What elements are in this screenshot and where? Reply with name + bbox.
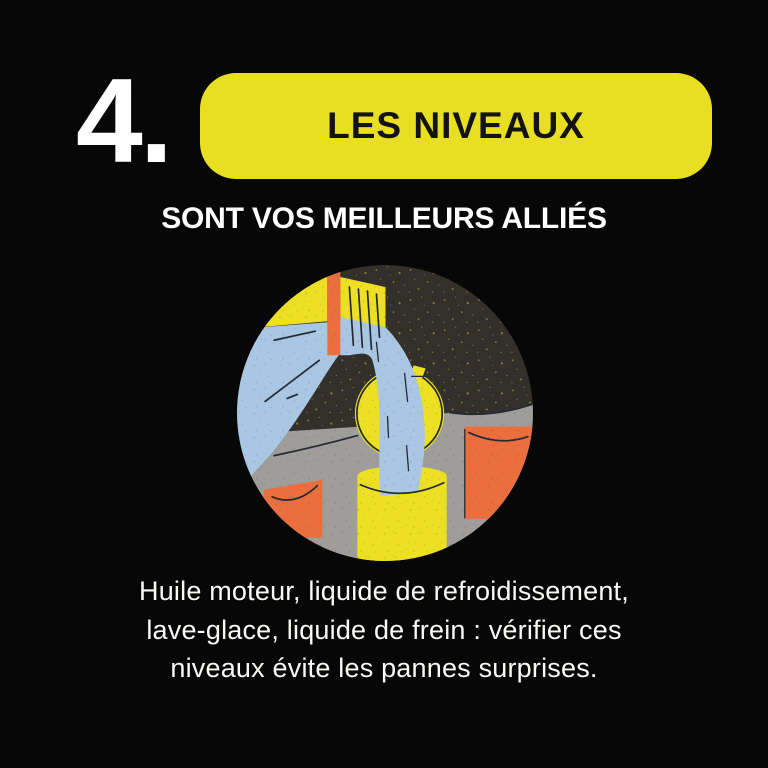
- caption-line: lave-glace, liquide de frein : vérifier ces: [146, 614, 622, 645]
- oil-pour-svg: [237, 265, 533, 561]
- oil-pour-illustration: [237, 265, 533, 561]
- subtitle: SONT VOS MEILLEURS ALLIÉS: [161, 202, 607, 235]
- page-title: LES NIVEAUX: [327, 105, 585, 146]
- caption-line: niveaux évite les pannes surprises.: [170, 653, 598, 683]
- title-pill: [200, 73, 712, 179]
- step-number: 4.: [76, 54, 171, 188]
- caption: [0, 572, 768, 688]
- grain-texture: [237, 265, 533, 561]
- caption-line: Huile moteur, liquide de refroidissement,: [139, 576, 629, 606]
